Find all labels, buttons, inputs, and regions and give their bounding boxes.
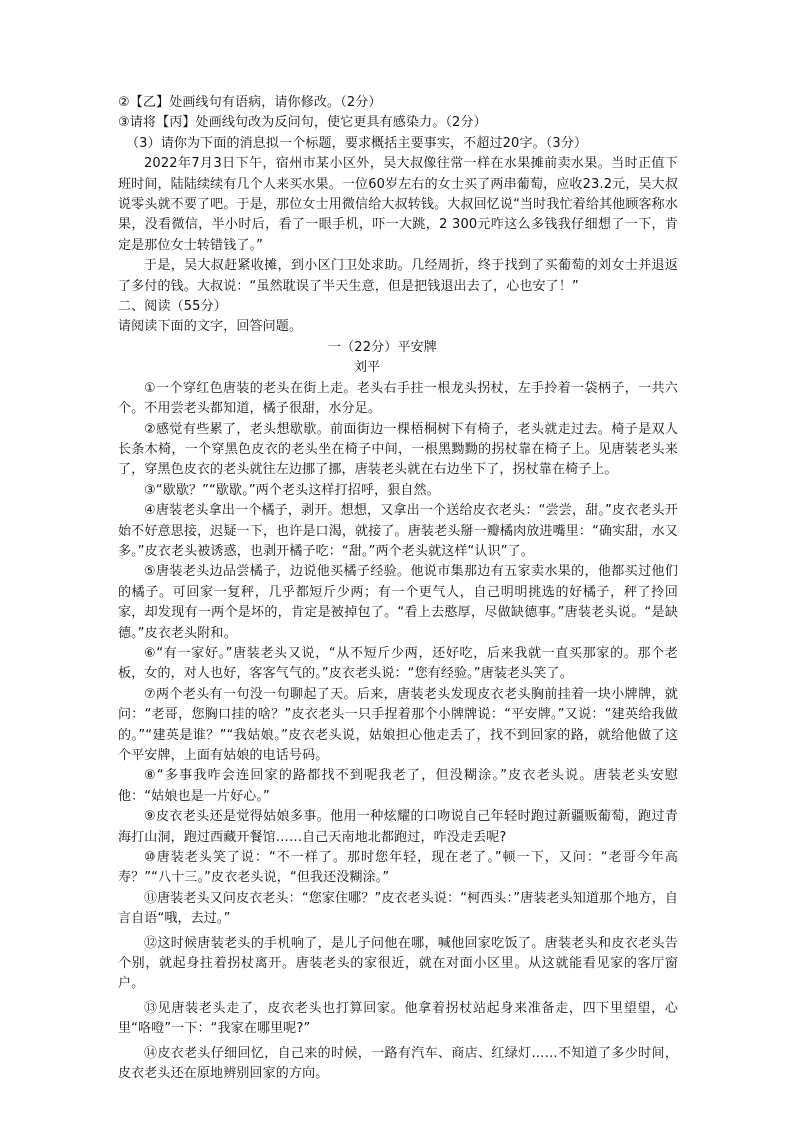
story-paragraph: ⑩唐装老头笑了说：“不一样了。那时您年轻，现在老了。”顿一下，又问：“老哥今年高寿？”“八十三。”皮衣老头说，“但我还没糊涂。” — [118, 850, 678, 886]
story-paragraph: ⑭皮衣老头仔细回忆，自己来的时候，一路有汽车、商店、红绿灯……不知道了多少时间，皮衣老头还在原地辨别回家的方向。 — [118, 1045, 678, 1082]
section-instruction: 请阅读下面的文字，回答问题。 — [118, 319, 303, 335]
story-paragraph: ④唐装老头拿出一个橘子，剥开。想想，又拿出一个送给皮衣老头：“尝尝，甜。”皮衣老头开始不好意思接，迟疑一下，也许是口渴，就接了。唐装老头掰一瓣橘肉放进嘴里：“确实甜，水又多。”皮衣老头被诱惑，也剥开橘子吃：“甜。”两个老头就这样“认识”了。 — [118, 503, 678, 559]
story-paragraph: ⑨皮衣老头还是觉得姑娘多事。他用一种炫耀的口吻说自己年轻时跑过新疆贩葡萄，跑过青海打山洞，跑过西藏开餐馆……自己天南地北都跑过，咋没走丢呢? — [118, 809, 678, 845]
story-paragraph: ⑬见唐装老头走了，皮衣老头也打算回家。他拿着拐杖站起身来准备走，四下里望望，心里“咯噔”一下：“我家在哪里呢?” — [118, 1000, 678, 1037]
news-paragraph-2: 于是，吴大叔赶紧收摊，到小区门卫处求助。几经周折，终于找到了买葡萄的刘女士并退返了多付的钱。大叔说：“虽然耽误了半天生意，但是把钱退出去了，心也安了！” — [118, 258, 678, 294]
story-paragraph: ⑥“有一家好。”唐装老头又说，“从不短斤少两，还好吃，后来我就一直买那家的。那个老板，女的，对人也好，客客气气的。”皮衣老头说：“您有经验。”唐装老头笑了。 — [118, 645, 678, 682]
story-paragraph: ⑪唐装老头又问皮衣老头：“您家住哪？”皮衣老头说：“柯西头：”唐装老头知道那个地方，自言自语“哦，去过。” — [118, 890, 678, 927]
question-2: ②【乙】处画线句有语病，请你修改。（2分） — [118, 95, 382, 110]
story-paragraph: ⑧“多事我咋会连回家的路都找不到呢我老了，但没糊涂。”皮衣老头说。唐装老头安慰他：“姑娘也是一片好心。” — [118, 768, 678, 804]
story-paragraph: ⑫这时候唐装老头的手机响了，是儿子问他在哪，喊他回家吃饭了。唐装老头和皮衣老头告个别，就起身拄着拐杖离开。唐装老头的家很近，就在对面小区里。从这就能看见家的客厅窗户。 — [118, 935, 678, 992]
story-paragraph: ②感觉有些累了，老头想歇歇。前面街边一棵梧桐树下有椅子，老头就走过去。椅子是双人长条木椅，一个穿黑色皮衣的老头坐在椅子中间，一根黑黝黝的拐杖靠在椅子上。见唐装老头来了，穿黑色皮衣的老头就往左边挪了挪，唐装老头就在右边坐下了，拐杖靠在椅子上。 — [118, 421, 678, 478]
question-3: ③请将【丙】处画线句改为反问句，使它更具有感染力。（2分） — [118, 115, 487, 131]
story-author: 刘平 — [354, 360, 381, 376]
story-paragraph: ③“歇歇？”“歇歇。”两个老头这样打招呼，狠自然。 — [144, 482, 440, 498]
story-paragraph: ⑤唐装老头边品尝橘子，边说他买橘子经验。他说市集那边有五家卖水果的，他都买过他们的橘子。可回家一复秤，几乎都短斤少两；有一个更气人，自己明明挑选的好橘子，秤了拎回家，却发现有一两个是坏的，肯定是被掉包了。“看上去憨厚，尽做缺德事。”唐装老头说。“是缺德。”皮衣老头附和。 — [118, 564, 678, 641]
news-paragraph-1: 2022年7月3日下午，宿州市某小区外，吴大叔像往常一样在水果摊前卖水果。当时正值下班时间，陆陆续续有几个人来买水果。一位60岁左右的女士买了两串葡萄，应收23.2元，吴大叔说零头就不要了吧。于是，那位女士用微信给大叔转钱。大叔回忆说“当时我忙着给其他顾客称水果，没看微信，半小时后，看了一眼手机，吓一大跳，2 300元咋这么多钱我仔细想了一下，肯定是那位女士转错钱了。” — [118, 156, 678, 253]
story-paragraph: ①一个穿红色唐装的老头在街上走。老头右手拄一根龙头拐杖，左手拎着一袋柄子，一共六个。不用尝老头都知道，橘子很甜，水分足。 — [118, 380, 678, 417]
document-page — [118, 93, 678, 1085]
section-heading: 二、阅读（55分） — [118, 299, 227, 315]
story-paragraph: ⑦两个老头有一句没一句聊起了天。后来，唐装老头发现皮衣老头胸前挂着一块小牌牌，就问：“老哥，您胸口挂的啥？”皮衣老头一只手捏着那个小牌牌说：“平安牌。”又说：“建英给我做的。”“建英是谁？”“我姑娘。”皮衣老头说，姑娘担心他走丢了，找不到回家的路，就给他做了这个平安牌，上面有姑娘的电话号码。 — [118, 686, 678, 763]
question-3-part: （3）请你为下面的消息拟一个标题，要求概括主要事实，不超过20字。（3分） — [126, 135, 588, 151]
story-title: 一（22分）平安牌 — [328, 339, 437, 355]
